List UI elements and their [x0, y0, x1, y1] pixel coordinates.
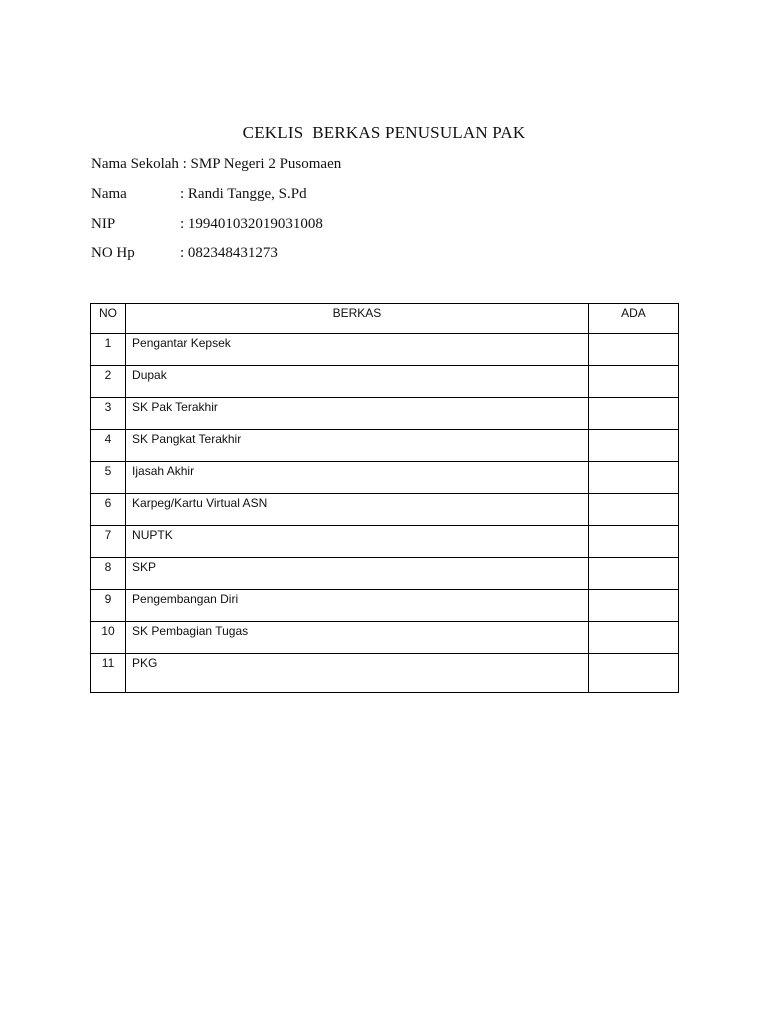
- nip-value: : 199401032019031008: [180, 216, 323, 232]
- row-ada-cell[interactable]: [588, 366, 678, 398]
- header-berkas: BERKAS: [126, 304, 589, 334]
- table-row: [91, 462, 679, 494]
- table-header-row: [91, 304, 679, 334]
- table-row: [91, 398, 679, 430]
- phone-value: : 082348431273: [180, 245, 278, 261]
- row-ada-cell[interactable]: [588, 654, 678, 693]
- table-row: [91, 334, 679, 366]
- row-no: 1: [91, 334, 126, 366]
- row-ada-cell[interactable]: [588, 334, 678, 366]
- table-row: [91, 430, 679, 462]
- name-value: : Randi Tangge, S.Pd: [180, 186, 307, 202]
- row-berkas: SK Pak Terakhir: [126, 398, 589, 430]
- school-label: Nama Sekolah: [91, 156, 179, 172]
- phone-label: NO Hp: [91, 245, 135, 261]
- row-berkas: Dupak: [126, 366, 589, 398]
- nip-label: NIP: [91, 216, 116, 232]
- row-berkas: Pengantar Kepsek: [126, 334, 589, 366]
- table-row: [91, 526, 679, 558]
- row-no: 5: [91, 462, 126, 494]
- row-ada-cell[interactable]: [588, 430, 678, 462]
- row-berkas: Karpeg/Kartu Virtual ASN: [126, 494, 589, 526]
- school-value: : SMP Negeri 2 Pusomaen: [182, 156, 342, 172]
- row-no: 8: [91, 558, 126, 590]
- row-no: 11: [91, 654, 126, 693]
- row-no: 9: [91, 590, 126, 622]
- row-no: 7: [91, 526, 126, 558]
- row-ada-cell[interactable]: [588, 590, 678, 622]
- row-ada-cell[interactable]: [588, 462, 678, 494]
- table-row: [91, 366, 679, 398]
- row-no: 3: [91, 398, 126, 430]
- row-berkas: PKG: [126, 654, 589, 693]
- row-berkas: Ijasah Akhir: [126, 462, 589, 494]
- row-ada-cell[interactable]: [588, 558, 678, 590]
- table-row: [91, 622, 679, 654]
- school-line: [91, 155, 341, 173]
- row-ada-cell[interactable]: [588, 494, 678, 526]
- table-row: [91, 494, 679, 526]
- row-berkas: NUPTK: [126, 526, 589, 558]
- checklist-table: [90, 303, 679, 693]
- row-berkas: SKP: [126, 558, 589, 590]
- row-ada-cell[interactable]: [588, 398, 678, 430]
- row-berkas: Pengembangan Diri: [126, 590, 589, 622]
- name-line: [91, 185, 307, 203]
- row-berkas: SK Pangkat Terakhir: [126, 430, 589, 462]
- table-row: [91, 558, 679, 590]
- row-no: 2: [91, 366, 126, 398]
- document-title: CEKLIS BERKAS PENUSULAN PAK: [242, 123, 526, 142]
- table-row: [91, 654, 679, 693]
- header-no: NO: [91, 304, 126, 334]
- name-label: Nama: [91, 186, 127, 202]
- phone-line: [91, 244, 278, 262]
- table-row: [91, 590, 679, 622]
- header-ada: ADA: [588, 304, 678, 334]
- row-ada-cell[interactable]: [588, 622, 678, 654]
- nip-line: [91, 215, 323, 233]
- row-berkas: SK Pembagian Tugas: [126, 622, 589, 654]
- row-no: 10: [91, 622, 126, 654]
- row-ada-cell[interactable]: [588, 526, 678, 558]
- row-no: 4: [91, 430, 126, 462]
- row-no: 6: [91, 494, 126, 526]
